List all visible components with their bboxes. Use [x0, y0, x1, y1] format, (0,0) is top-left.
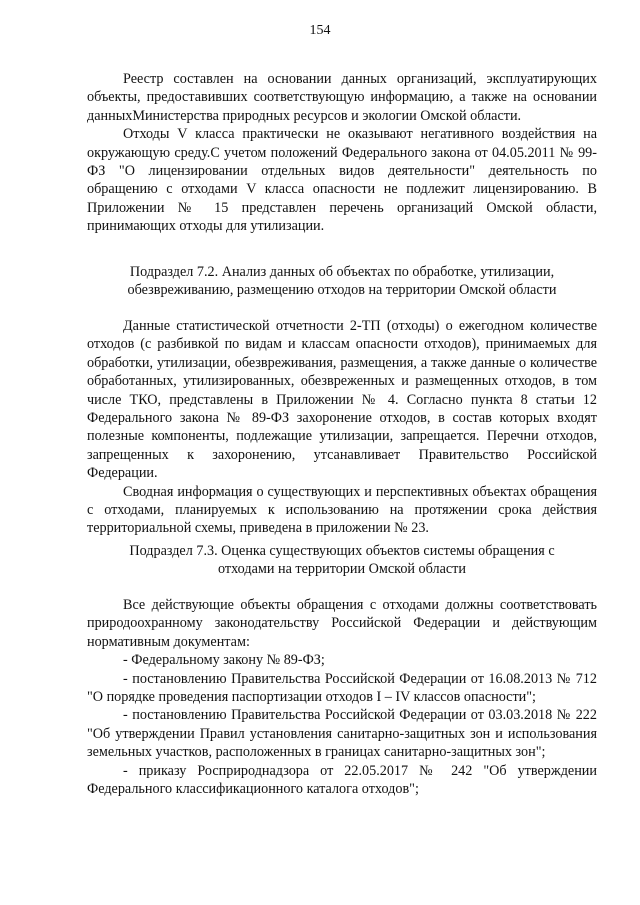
section-7-3-body [87, 596, 597, 798]
heading-line: обезвреживанию, размещению отходов на территории Омской области [127, 282, 557, 299]
subsection-heading-7-2 [87, 263, 597, 300]
section-7-2-body [87, 317, 597, 538]
paragraph-registry: Реестр составлен на основании данных организаций, эксплуатирующих объекты, предоставивших соответствующую информацию, а также на основании данныхМинистерства природных ресурсов и экологии Омской области. [87, 71, 597, 124]
paragraph-class-v-waste: Отходы V класса практически не оказывают негативного воздействия на окружающую среду.С учетом положений Федерального закона от 04.05.2011 № 99-ФЗ "О лицензировании отдельных видов деятельности" деятельность по обращению с отходами V класса опасности не подлежит лицензированию. В Приложении № 15 представлен перечень организаций Омской области, принимающих отходы для утилизации. [87, 126, 597, 235]
paragraph-requirements: Все действующие объекты обращения с отходами должны соответствовать природоохранному законодательству Российской Федерации и действующим нормативным документам: [87, 597, 597, 650]
subsection-heading-7-3 [87, 542, 597, 579]
paragraph-statistics: Данные статистической отчетности 2-ТП (отходы) о ежегодном количестве отходов (с разбивкой по видам и классам опасности отходов), принимаемых для обработки, утилизации, обезвреживания, размещения, а также данные о количестве обработанных, утилизированных, обезвреженных и размещенных отходов, в том числе ТКО, представлены в Приложении № 4. Согласно пункта 8 статьи 12 Федерального закона № 89-ФЗ захоронение отходов, в состав которых входят полезные компоненты, подлежащие утилизации, запрещается. Перечни отходов, запрещенных к захоронению, утсанавливает Правительство Российской Федерации. [87, 318, 597, 482]
heading-line: отходами на территории Омской области [218, 561, 466, 578]
paragraph-summary-info: Сводная информация о существующих и перспективных объектах обращения с отходами, планируемых к использованию на протяжении срока действия территориальной схемы, приведена в приложении № 23. [87, 483, 597, 537]
page-number: 154 [309, 23, 331, 38]
list-item: - постановлению Правительства Российской Федерации от 16.08.2013 № 712 "О порядке проведения паспортизации отходов I – IV классов опасности"; [87, 670, 597, 706]
intro-section [87, 70, 597, 236]
list-item: - постановлению Правительства Российской Федерации от 03.03.2018 № 222 "Об утверждении Правил установления санитарно-защитных зон и использования земельных участков, расположенных в границах санитарно-защитных зон"; [87, 707, 597, 761]
list-item: - приказу Росприроднадзора от 22.05.2017 № 242 "Об утверждении Федерального классификационного каталога отходов"; [87, 762, 597, 798]
heading-line: Подраздел 7.2. Анализ данных об объектах по обработке, утилизации, [129, 264, 555, 280]
heading-line: Подраздел 7.3. Оценка существующих объектов системы обращения с [129, 543, 555, 559]
list-item: - Федеральному закону № 89-ФЗ; [123, 652, 325, 669]
